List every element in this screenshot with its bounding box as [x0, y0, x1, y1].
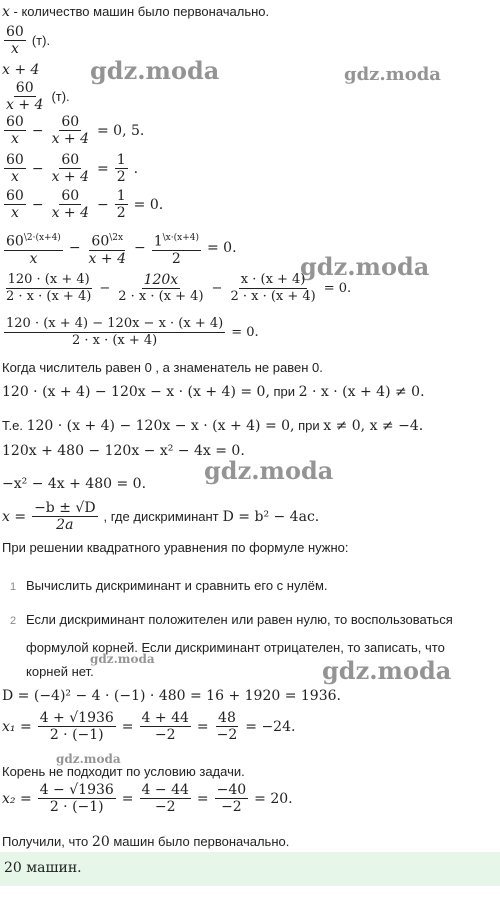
denominator: x + 4: [6, 97, 44, 113]
rhs: = 0.: [231, 325, 259, 340]
equation-1: $\frac{60}{x}$ − $\frac{60}{x + 4}$ = 0, 5.: [6, 114, 145, 147]
period: .: [133, 160, 139, 177]
x-plus-4: x + 4: [2, 62, 40, 78]
text: Получили, что: [2, 834, 92, 849]
factor: \2·(x+4): [23, 233, 61, 243]
equation-9: 120x + 480 − 120x − x² − 4x = 0.: [2, 443, 245, 459]
watermark: gdz.moda: [90, 652, 155, 666]
watermark: gdz.moda: [322, 656, 452, 685]
den: 2: [171, 250, 181, 267]
num: 60: [6, 233, 24, 250]
den: 2 · x · (x + 4): [71, 333, 158, 348]
root-rejected-text: Корень не подходит по условию задачи.: [2, 764, 245, 779]
den: 2a: [56, 517, 74, 533]
num: 120x: [143, 272, 179, 288]
root-2: x₂ = $\frac{4 - √1936}{2 \cdot (-1)}$ = $\frac{4 - 44}{-2}$ = $\frac{-40}{-2}$ = 20.: [2, 782, 293, 815]
watermark: gdz.moda: [300, 252, 430, 281]
den: −2: [216, 727, 238, 743]
watermark: gdz.moda: [344, 64, 441, 85]
step-1: [10, 578, 328, 593]
factor: \2x: [109, 233, 124, 243]
lhs: x₁ =: [2, 718, 32, 735]
quadratic-formula: [2, 500, 319, 533]
num: 4 − √1936: [39, 782, 114, 798]
num: 48: [218, 710, 236, 726]
lhs: x =: [2, 508, 27, 525]
step-number: 2: [10, 615, 17, 627]
den: x: [29, 250, 38, 267]
rhs: = 0, 5.: [97, 122, 145, 139]
denominator: x: [10, 41, 19, 57]
num: 1: [116, 188, 126, 204]
rhs: = 0.: [133, 196, 164, 213]
step-2-cont2: корней нет.: [26, 664, 94, 679]
num: 4 + 44: [141, 710, 189, 726]
den: x: [10, 205, 19, 221]
den: x + 4: [88, 250, 126, 267]
numerator: 60: [15, 80, 34, 96]
den: x + 4: [51, 131, 89, 147]
den: −2: [154, 799, 176, 815]
expr: 120 · (x + 4) − 120x − x · (x + 4) = 0,: [26, 418, 295, 434]
intro-text: - количество машин было первоначально.: [9, 4, 270, 19]
factor: \x·(x+4): [162, 233, 199, 243]
num: 60: [61, 114, 80, 130]
cond: x ≠ 0, x ≠ −4.: [323, 418, 424, 434]
den: −2: [221, 799, 242, 815]
text: машин было первоначально.: [109, 834, 290, 849]
num: 60: [61, 152, 80, 168]
den: 2 · (−1): [49, 799, 104, 815]
watermark: gdz.moda: [90, 56, 220, 85]
condition-text: Когда числитель равен 0 , а знаменатель не равен 0.: [2, 360, 323, 375]
equation-4: $\frac{60^{\backslash 2\cdot(x+4)}}{x}$ − $\frac{60^{\backslash 2x}}{x + 4}$ − $\frac{1^{\backslash x\cdot(x+4)}}{2}$ = 0.: [2, 230, 237, 267]
num: 1: [116, 152, 126, 168]
instruction-text: При решении квадратного уравнения по формуле нужно:: [2, 540, 349, 555]
num: 60: [6, 188, 24, 204]
rhs: = −24.: [245, 718, 296, 735]
equation-6: [2, 316, 259, 349]
var-x: x: [2, 4, 10, 20]
num: 4 − 44: [141, 782, 189, 798]
rhs: = 20.: [254, 790, 293, 807]
disc-formula: D = b² − 4ac.: [222, 508, 320, 525]
equation-8: [2, 418, 423, 434]
den: x: [10, 169, 19, 185]
den: x: [10, 131, 19, 147]
when: при: [269, 384, 299, 399]
conclusion-text: [2, 834, 289, 850]
watermark: gdz.moda: [204, 456, 334, 485]
step-number: 1: [10, 581, 17, 593]
num: 4 + √1936: [39, 710, 114, 726]
when: при: [294, 418, 324, 433]
unit: (т).: [51, 89, 70, 104]
fraction-60-x4: [2, 80, 70, 113]
num: 60: [61, 188, 80, 204]
den: −2: [154, 727, 176, 743]
equation-10: −x² − 4x + 480 = 0.: [2, 476, 147, 492]
num: 120 · (x + 4): [7, 272, 90, 287]
numerator: 60: [6, 24, 24, 40]
equation-2: $\frac{60}{x}$ − $\frac{60}{x + 4}$ = $\frac{1}{2}$ .: [6, 152, 139, 185]
den: 2 · x · (x + 4): [118, 289, 204, 304]
step-2-cont: формулой корней. Если дискриминант отрицателен, то записать, что: [26, 640, 445, 655]
num: 60: [6, 152, 24, 168]
den: 2: [116, 205, 126, 221]
num: 1: [153, 233, 163, 250]
num: −b ± √D: [34, 500, 96, 516]
den: 2: [116, 169, 126, 185]
watermark: gdz.moda: [56, 752, 121, 766]
discriminant-calc: D = (−4)² − 4 · (−1) · 480 = 16 + 1920 = 1936.: [2, 688, 341, 704]
prefix: Т.е.: [2, 418, 27, 433]
step-2: [10, 612, 453, 627]
lhs: x₂ =: [2, 790, 32, 807]
den: x + 4: [51, 169, 89, 185]
num: 120 · (x + 4) − 120x − x · (x + 4): [6, 316, 224, 331]
equation-7: [2, 384, 425, 400]
fraction-60-x: [2, 24, 50, 57]
equation-5: $\frac{120 \cdot (x + 4)}{2 \cdot x \cdot (x + 4)}$ − $\frac{120x}{2 \cdot x \cdot (x + 4)}$ − $\frac{x \cdot (x + 4)}{2 \cdot x \cdot (x + 4)}$ = 0.: [6, 272, 352, 304]
text: , где дискриминант: [103, 509, 219, 524]
answer-box: [0, 852, 500, 886]
expr: 120 · (x + 4) − 120x − x · (x + 4) = 0,: [2, 384, 270, 400]
intro-line: [2, 4, 269, 20]
den: 2 · x · (x + 4): [230, 289, 316, 304]
num: −40: [216, 782, 247, 798]
unit: (т).: [31, 33, 51, 48]
step-text: Вычислить дискриминант и сравнить его с нулём.: [26, 578, 328, 593]
rhs: = 0.: [206, 240, 237, 257]
step-text: Если дискриминант положителен или равен нулю, то воспользоваться: [26, 612, 453, 627]
den: 2 · (−1): [49, 727, 104, 743]
den: x + 4: [51, 205, 89, 221]
cond: 2 · x · (x + 4) ≠ 0.: [298, 384, 425, 400]
equation-3: $\frac{60}{x}$ − $\frac{60}{x + 4}$ − $\frac{1}{2}$ = 0.: [6, 188, 164, 221]
num: 60: [6, 114, 24, 130]
num: 60: [91, 233, 110, 250]
root-1: x₁ = $\frac{4 + √1936}{2 \cdot (-1)}$ = $\frac{4 + 44}{-2}$ = $\frac{48}{-2}$ = −24.: [2, 710, 296, 743]
answer-text: 20 машин.: [4, 860, 82, 876]
den: 2 · x · (x + 4): [6, 289, 92, 304]
rhs: = 0.: [323, 281, 352, 296]
number: 20: [91, 834, 110, 850]
num: x · (x + 4): [240, 272, 306, 287]
